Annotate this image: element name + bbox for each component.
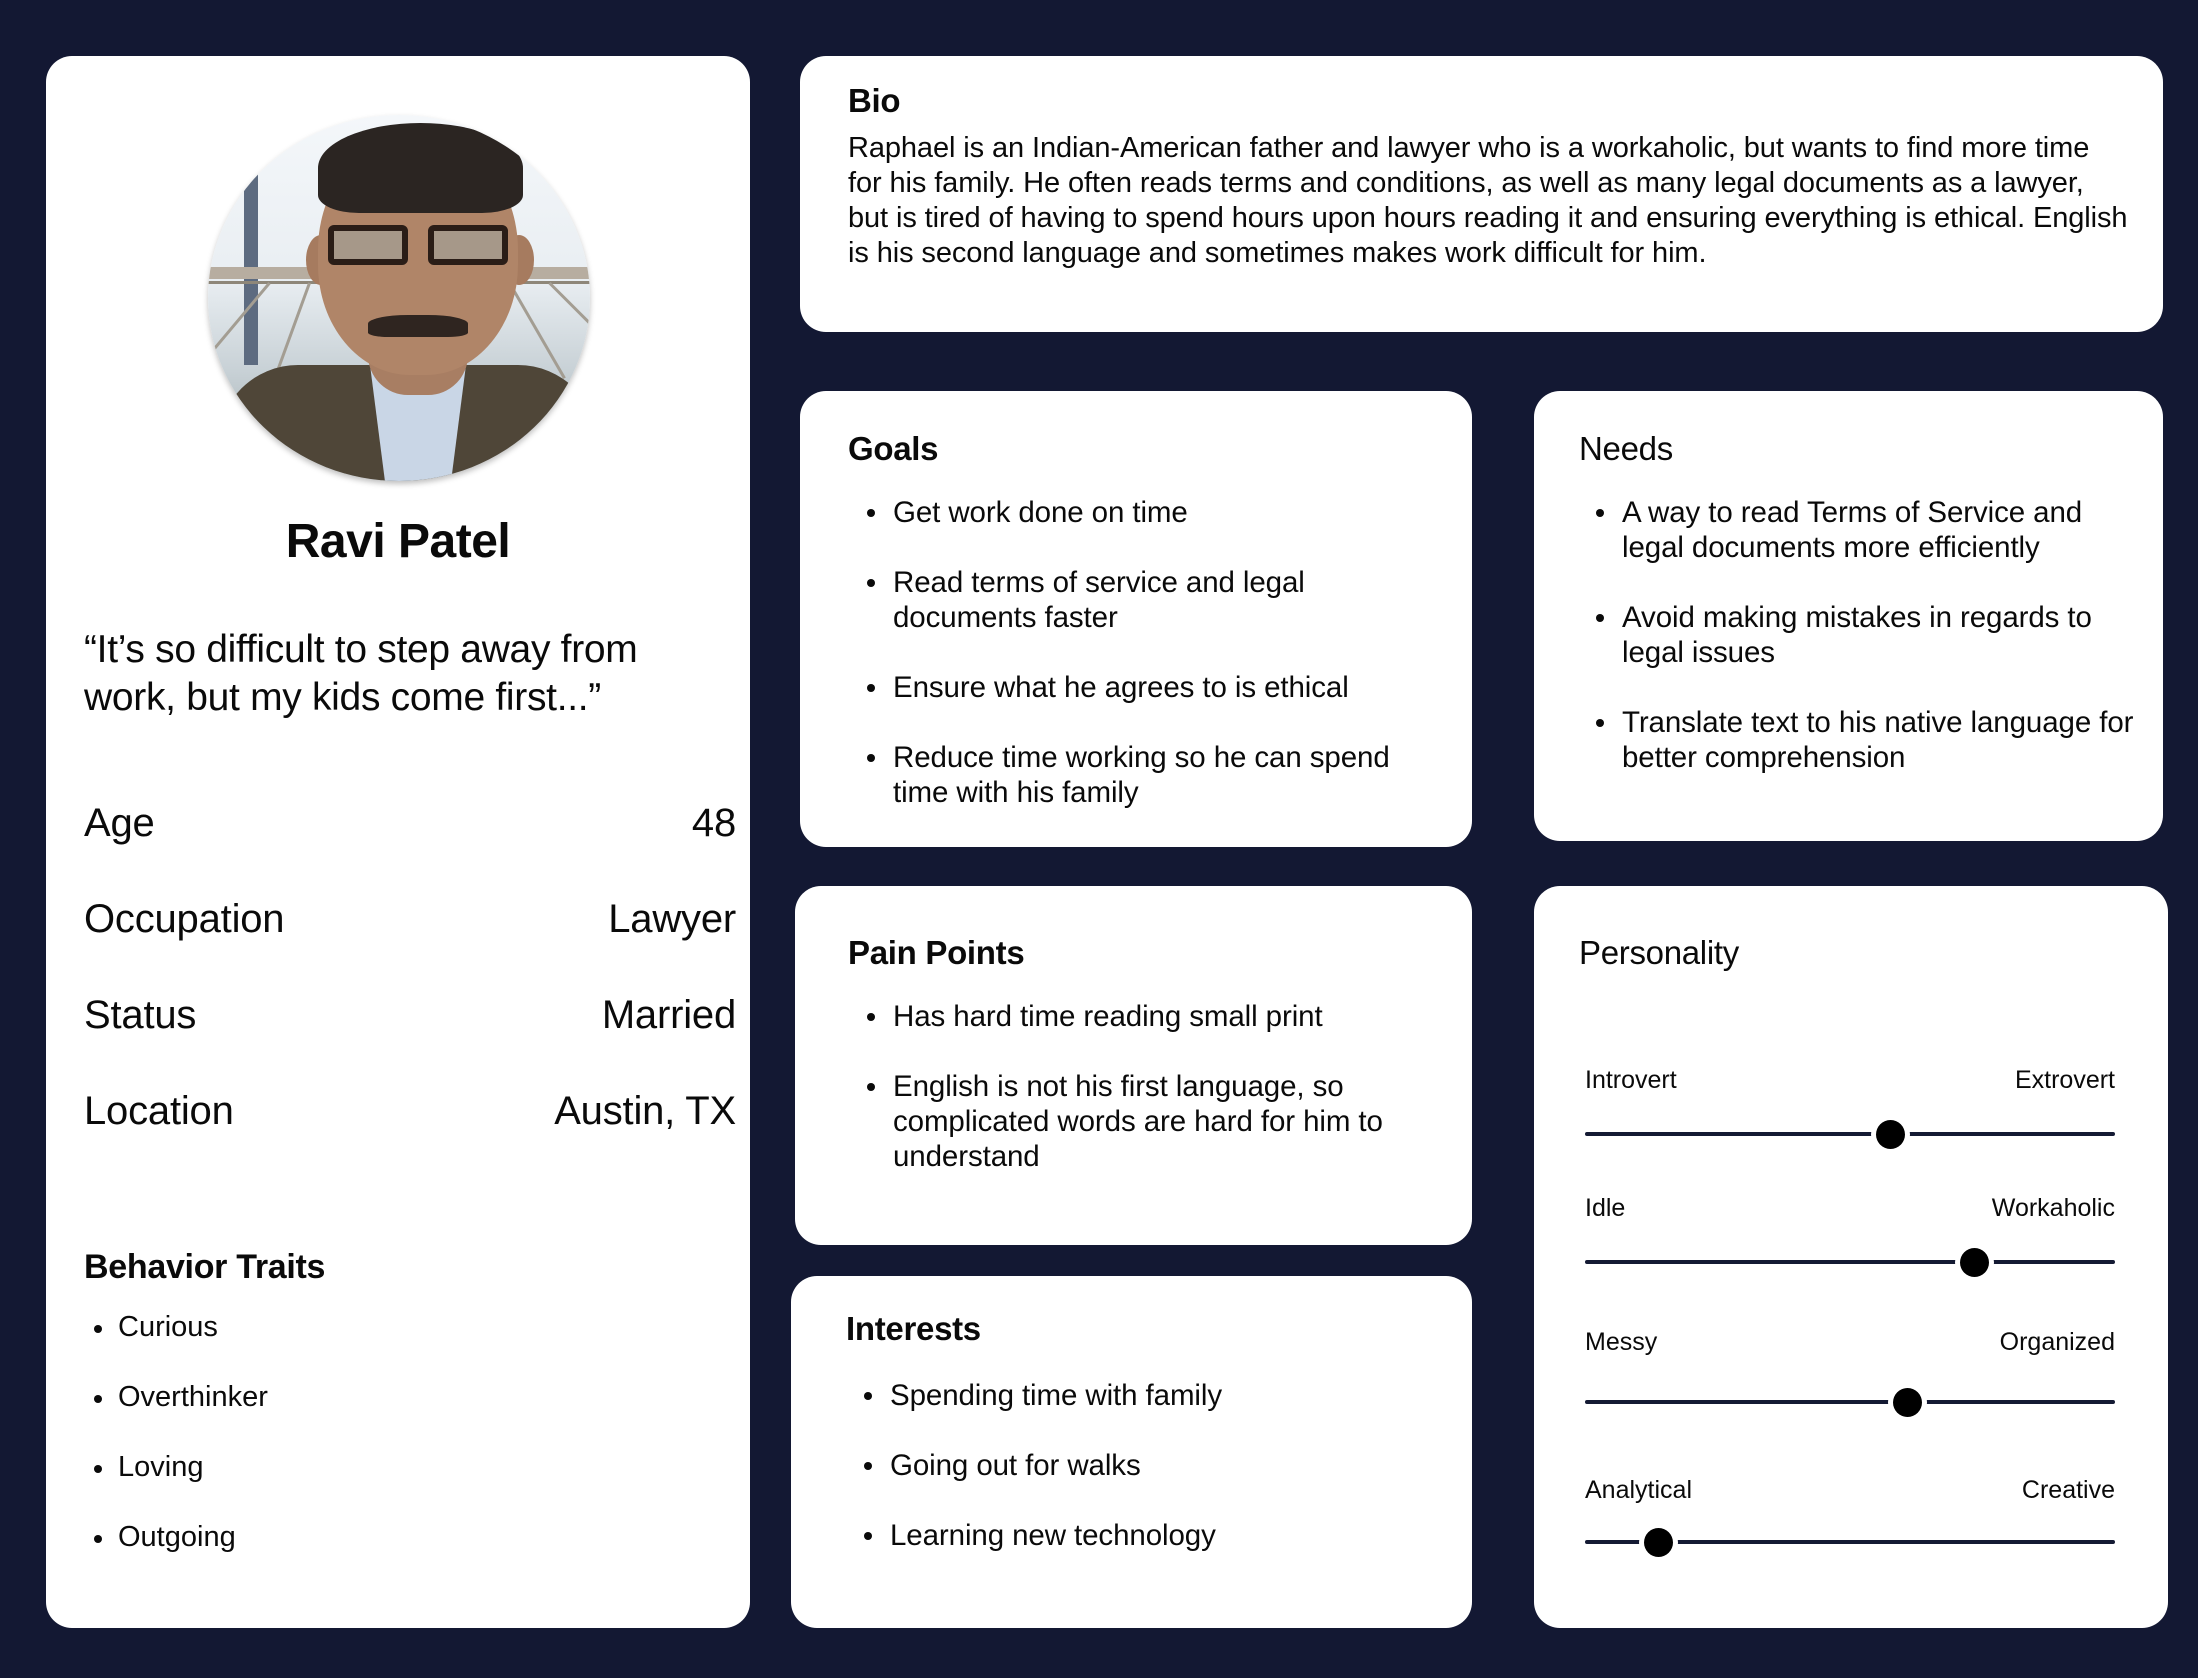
fact-status (84, 993, 736, 1089)
list-item: Loving (84, 1451, 268, 1521)
slider-left-label: Analytical (1585, 1476, 1692, 1504)
needs-heading: Needs (1579, 430, 1673, 467)
fact-occupation (84, 897, 736, 993)
list-item: English is not his first language, so complicated words are hard for him to understand (850, 1069, 1410, 1174)
interests-list (847, 1378, 1427, 1588)
slider-knob[interactable] (1876, 1120, 1905, 1149)
fact-value: Married (601, 993, 736, 1037)
list-item: Read terms of service and legal documents faster (850, 565, 1440, 635)
fact-label: Occupation (84, 897, 285, 941)
fact-age (84, 801, 736, 897)
slider-right-label: Workaholic (1991, 1194, 2115, 1222)
list-item: Avoid making mistakes in regards to legal issues (1579, 600, 2139, 670)
slider-track[interactable] (1585, 1260, 2115, 1264)
list-item: Has hard time reading small print (850, 999, 1410, 1034)
photo-background-strut (548, 282, 590, 362)
goals-list (850, 495, 1440, 845)
fact-value: Lawyer (608, 897, 736, 941)
fact-location (84, 1089, 736, 1185)
photo-background-strut (208, 282, 271, 368)
fact-label: Status (84, 993, 197, 1037)
list-item: Spending time with family (847, 1378, 1427, 1413)
list-item: Curious (84, 1311, 268, 1381)
list-item: Learning new technology (847, 1518, 1427, 1553)
slider-right-label: Creative (2021, 1476, 2115, 1504)
slider-knob[interactable] (1893, 1388, 1922, 1417)
persona-name: Ravi Patel (285, 515, 511, 568)
slider-analytical-creative (1585, 1476, 2115, 1516)
bio-text: Raphael is an Indian-American father and lawyer who is a workaholic, but wants to find more time for his family. He often reads terms and conditions, as well as many legal documents as a lawyer, but is tired of having to spend hours upon hours reading it and ensuring everything is ethical. English is his second language and sometimes makes work difficult for him. (848, 132, 2128, 269)
photo-background-pole (244, 165, 258, 365)
bio-heading: Bio (848, 82, 901, 119)
bio-card (800, 56, 2163, 332)
persona-facts (84, 801, 736, 1185)
fact-value: Austin, TX (554, 1089, 736, 1133)
personality-heading: Personality (1579, 934, 1739, 971)
behavior-traits-heading: Behavior Traits (84, 1248, 326, 1286)
slider-idle-workaholic (1585, 1194, 2115, 1234)
photo-mustache (368, 315, 468, 337)
fact-value: 48 (691, 801, 736, 845)
list-item: A way to read Terms of Service and legal documents more efficiently (1579, 495, 2139, 565)
slider-left-label: Messy (1585, 1328, 1658, 1356)
pain-points-heading: Pain Points (848, 934, 1025, 971)
fact-label: Location (84, 1089, 234, 1133)
list-item: Ensure what he agrees to is ethical (850, 670, 1440, 705)
slider-track[interactable] (1585, 1132, 2115, 1136)
slider-right-label: Organized (1999, 1328, 2115, 1356)
interests-heading: Interests (846, 1310, 981, 1347)
pain-points-list (850, 999, 1410, 1209)
photo-glasses (328, 225, 518, 269)
slider-messy-organized (1585, 1328, 2115, 1368)
behavior-traits-list (84, 1311, 268, 1591)
needs-list (1579, 495, 2139, 810)
profile-card (46, 56, 750, 1628)
personality-card (1534, 886, 2168, 1628)
slider-knob[interactable] (1644, 1528, 1673, 1557)
slider-introvert-extrovert (1585, 1066, 2115, 1106)
fact-label: Age (84, 801, 155, 845)
list-item: Translate text to his native language for better comprehension (1579, 705, 2139, 775)
photo-hair (318, 123, 523, 213)
slider-knob[interactable] (1960, 1248, 1989, 1277)
slider-right-label: Extrovert (2014, 1066, 2115, 1094)
list-item: Reduce time working so he can spend time with his family (850, 740, 1440, 810)
needs-card (1534, 391, 2163, 841)
list-item: Outgoing (84, 1521, 268, 1591)
list-item: Overthinker (84, 1381, 268, 1451)
interests-card (791, 1276, 1472, 1628)
list-item: Get work done on time (850, 495, 1440, 530)
slider-left-label: Idle (1585, 1194, 1626, 1222)
slider-track[interactable] (1585, 1540, 2115, 1544)
profile-photo (208, 115, 590, 481)
persona-quote: “It’s so difficult to step away from work, but my kids come first...” (84, 628, 638, 719)
slider-track[interactable] (1585, 1400, 2115, 1404)
pain-points-card (795, 886, 1472, 1245)
list-item: Going out for walks (847, 1448, 1427, 1483)
slider-left-label: Introvert (1585, 1066, 1677, 1094)
goals-heading: Goals (848, 430, 939, 467)
goals-card (800, 391, 1472, 847)
